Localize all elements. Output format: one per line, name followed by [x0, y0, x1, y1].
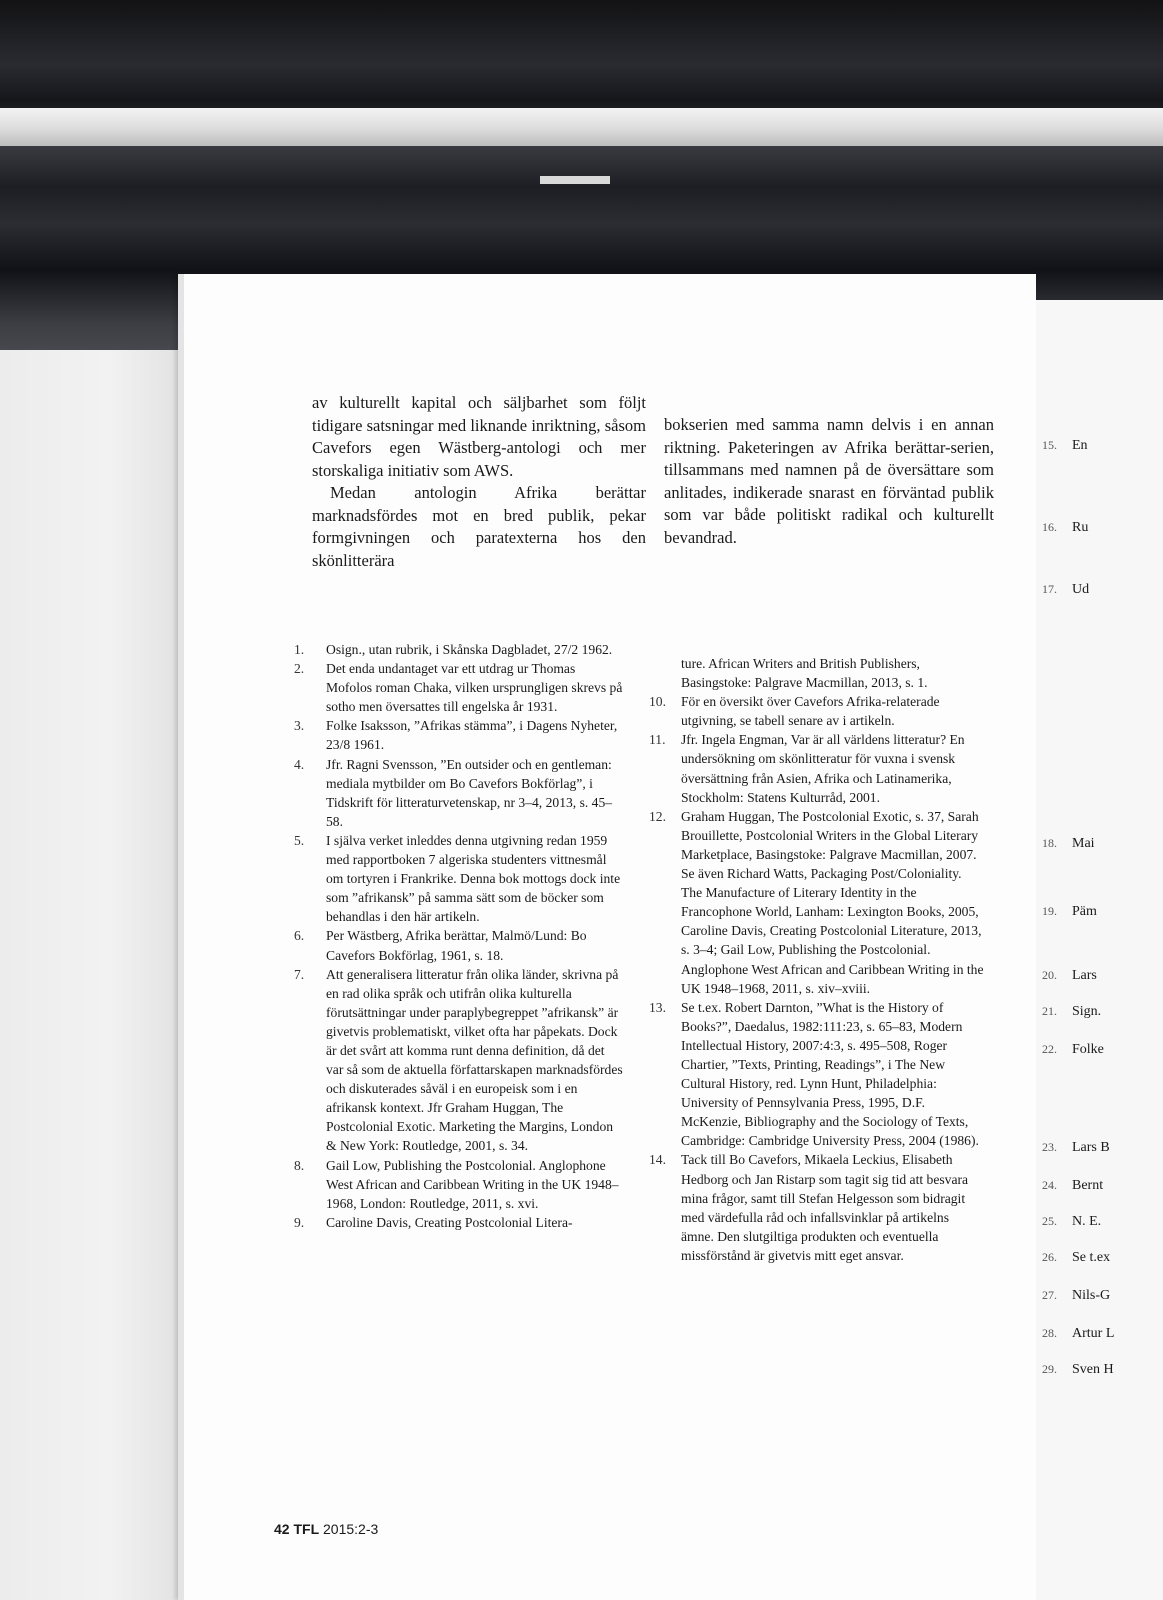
facing-page-note-number: 22. [1042, 1042, 1057, 1056]
footnote [294, 831, 624, 926]
body-paragraph: Medan antologin Afrika berättar marknadsfördes mot en bred publik, pekar formgivningen och paratexterna hos den skönlitterära [312, 483, 646, 570]
facing-page-note-number: 28. [1042, 1326, 1057, 1340]
footnote-text: Jfr. Ragni Svensson, ”En outsider och en gentleman: mediala mytbilder om Bo Cavefors Bokförlag”, i Tidskrift för litteraturvetenskap, nr 3–4, 2013, s. 45–58. [326, 756, 613, 829]
facing-page-note-text: Nils-G [1072, 1288, 1111, 1303]
footnote [649, 807, 984, 998]
facing-page-note-text: Mai [1072, 836, 1095, 851]
footnote-text: I själva verket inleddes denna utgivning redan 1959 med rapportboken 7 algeriska studenters vittnesmål om tortyren i Frankrike. Denna bok mottogs dock inte som ”afrikansk” på samma sätt som de böcker som behandlas i den här artikeln. [326, 832, 621, 925]
footnote-number: 3. [294, 718, 305, 734]
facing-page-note-text: Lars B [1072, 1140, 1110, 1155]
footnote [649, 1150, 984, 1265]
scanner-light-fleck [540, 176, 610, 184]
footnote-text: Att generalisera litteratur från olika länder, skrivna på en rad olika språk och utifrån olika kulturella förutsättningar under paraplybegreppet ”afrikansk” är givetvis problematiskt, vilket ofta har påpekats. Dock är det svårt att komma runt denna definition, då det var så som de aktuella författarskapen marknadsfördes och diskuterades såväl i en europeisk som i en afrikansk kontext. Jfr Graham Huggan, The Postcolonial Exotic. Marketing the Margins, London & New York: Routledge, 2001, s. 34. [326, 966, 623, 1154]
footnote-text: Graham Huggan, The Postcolonial Exotic, s. 37, Sarah Brouillette, Postcolonial Writers in the Global Literary Marketplace, Basingstoke: Palgrave Macmillan, 2007. Se även Richard Watts, Packaging Post/Coloniality. The Manufacture of Literary Identity in the Francophone World, Lanham: Lexington Books, 2005, Caroline Davis, Creating Postcolonial Literature, 2013, s. 3–4; Gail Low, Publishing the Postcolonial. Anglophone West African and Caribbean Writing in the UK 1948–1968, 2011, s. xiv–xviii. [681, 808, 984, 996]
scanner-light-strip [0, 108, 1163, 146]
facing-page-note-number: 17. [1042, 582, 1057, 596]
facing-page-note [1042, 1286, 1163, 1305]
facing-page-note-text: N. E. [1072, 1214, 1102, 1229]
facing-page-note [1042, 518, 1163, 537]
footnote-text: Jfr. Ingela Engman, Var är all världens litteratur? En undersökning om skönlitteratur för vuxna i svensk översättning från Asien, Afrika och Latinamerika, Stockholm: Statens Kulturråd, 2001. [681, 732, 965, 805]
facing-page-note-number: 23. [1042, 1140, 1057, 1154]
footnote [294, 1213, 624, 1232]
facing-page-note [1042, 1138, 1163, 1157]
footnote-text: Det enda undantaget var ett utdrag ur Thomas Mofolos roman Chaka, vilken ursprungligen skrevs på sotho men översattes till engelska år 1931. [326, 661, 623, 715]
footnote-text: Osign., utan rubrik, i Skånska Dagbladet, 27/2 1962. [326, 642, 613, 657]
document-page [178, 274, 1036, 1600]
footnote [294, 926, 624, 964]
facing-page-note-text: Artur L [1072, 1326, 1115, 1341]
footnote [294, 755, 624, 831]
footnote-number: 8. [294, 1157, 305, 1173]
page-number: 42 [274, 1521, 290, 1537]
footnote [649, 654, 984, 692]
scanner-background-left [0, 350, 182, 1600]
facing-page-note [1042, 902, 1163, 921]
facing-page-note-text: En [1072, 438, 1088, 453]
footnote-number: 10. [649, 694, 666, 710]
facing-page-note-number: 24. [1042, 1178, 1057, 1192]
footnote-number: 5. [294, 832, 305, 848]
facing-page-note-number: 29. [1042, 1362, 1057, 1376]
facing-page-note-number: 16. [1042, 520, 1057, 534]
page-footer [274, 1521, 378, 1537]
footnote-text: Gail Low, Publishing the Postcolonial. Anglophone West African and Caribbean Writing in the UK 1948–1968, London: Routledge, 2011, s. xvi. [326, 1157, 619, 1211]
facing-page-note [1042, 436, 1163, 455]
footnote [294, 965, 624, 1156]
facing-page-note-text: Ud [1072, 582, 1090, 597]
footnote-text: ture. African Writers and British Publishers, Basingstoke: Palgrave Macmillan, 2013, s. 1. [681, 656, 928, 691]
footnote-number: 9. [294, 1214, 305, 1230]
facing-page-note [1042, 1360, 1163, 1379]
facing-page-note-text: Ru [1072, 520, 1089, 535]
facing-page-note-text: Bernt [1072, 1178, 1104, 1193]
footnote-text: Per Wästberg, Afrika berättar, Malmö/Lund: Bo Cavefors Bokförlag, 1961, s. 18. [326, 928, 587, 963]
footnotes-left-column [294, 640, 624, 1232]
footnotes-right-column [649, 654, 984, 1265]
facing-page-note [1042, 580, 1163, 599]
footnote-text: För en översikt över Cavefors Afrika-relaterade utgivning, se tabell senare av i artikeln. [681, 694, 940, 729]
footnote-text: Se t.ex. Robert Darnton, ”What is the History of Books?”, Daedalus, 1982:111:23, s. 65–83, Modern Intellectual History, 2007:4:3, s. 495–508, Roger Chartier, ”Texts, Printing, Readings”, i The New Cultural History, red. Lynn Hunt, Philadelphia: University of Pennsylvania Press, 1995, D.F. McKenzie, Bibliography and the Sociology of Texts, Cambridge: Cambridge University Press, 2004 (1986). [681, 999, 979, 1149]
facing-page-note-number: 25. [1042, 1214, 1057, 1228]
body-paragraph: av kulturellt kapital och säljbarhet som följt tidigare satsningar med liknande inriktning, såsom Cavefors egen Wästberg-antologi och mer storskaliga initiativ som AWS. [312, 393, 646, 480]
footnote-number: 4. [294, 756, 305, 772]
facing-page-note [1042, 1324, 1163, 1343]
facing-page-note-text: Lars [1072, 968, 1097, 983]
facing-page-note [1042, 1212, 1163, 1231]
journal-issue: 2015:2-3 [323, 1521, 379, 1537]
facing-page-note-number: 20. [1042, 968, 1057, 982]
facing-page-note [1042, 834, 1163, 853]
body-text-right-column [664, 414, 994, 549]
footnote [294, 1156, 624, 1213]
footnote-number: 12. [649, 808, 666, 824]
facing-page-note [1042, 1002, 1163, 1021]
footnote-text: Folke Isaksson, ”Afrikas stämma”, i Dagens Nyheter, 23/8 1961. [326, 718, 618, 753]
facing-page-note [1042, 1040, 1163, 1059]
footnote-number: 14. [649, 1152, 666, 1168]
facing-page-note [1042, 1176, 1163, 1195]
footnote-number: 2. [294, 661, 305, 677]
facing-page-note [1042, 1248, 1163, 1267]
footnote-number: 6. [294, 928, 305, 944]
body-paragraph: bokserien med samma namn delvis i en annan riktning. Paketeringen av Afrika berättar-serien, tillsammans med namnen på de översättare som anlitades, indikerade snarast en förväntad publik som var både politiskt radikal och kulturellt bevandrad. [664, 415, 994, 547]
footnote-number: 7. [294, 966, 305, 982]
journal-name: TFL [293, 1521, 320, 1537]
facing-page-note-text: Sven H [1072, 1362, 1114, 1377]
footnote [649, 692, 984, 730]
facing-page-note [1042, 966, 1163, 985]
footnote-number: 1. [294, 642, 305, 657]
footnote [294, 716, 624, 754]
facing-page-note-text: Folke [1072, 1042, 1104, 1057]
footnote-text: Caroline Davis, Creating Postcolonial Litera- [326, 1214, 573, 1230]
facing-page-note-number: 27. [1042, 1288, 1057, 1302]
body-text-left-column [312, 392, 646, 572]
footnote-number: 13. [649, 999, 666, 1015]
footnote-text: Tack till Bo Cavefors, Mikaela Leckius, Elisabeth Hedborg och Jan Ristarp som tagit sig tid att besvara mina frågor, samt till Stefan Helgesson som bidragit med värdefulla råd och infallsvinklar på artikelns ämne. Den slutgiltiga produkten och eventuella missförstånd är givetvis mitt eget ansvar. [681, 1152, 969, 1263]
facing-page-note-number: 19. [1042, 904, 1057, 918]
facing-page-note-text: Päm [1072, 904, 1097, 919]
facing-page-note-number: 15. [1042, 438, 1057, 452]
footnote [294, 659, 624, 716]
footnote [649, 730, 984, 806]
facing-page-note-text: Se t.ex [1072, 1250, 1111, 1265]
footnote [294, 640, 624, 659]
facing-page-note-number: 18. [1042, 836, 1057, 850]
facing-page-note-text: Sign. [1072, 1004, 1102, 1019]
footnote-number: 11. [649, 732, 666, 748]
facing-page-edge [1030, 300, 1163, 1600]
facing-page-note-number: 26. [1042, 1250, 1057, 1264]
facing-page-note-number: 21. [1042, 1004, 1057, 1018]
footnote [649, 998, 984, 1151]
